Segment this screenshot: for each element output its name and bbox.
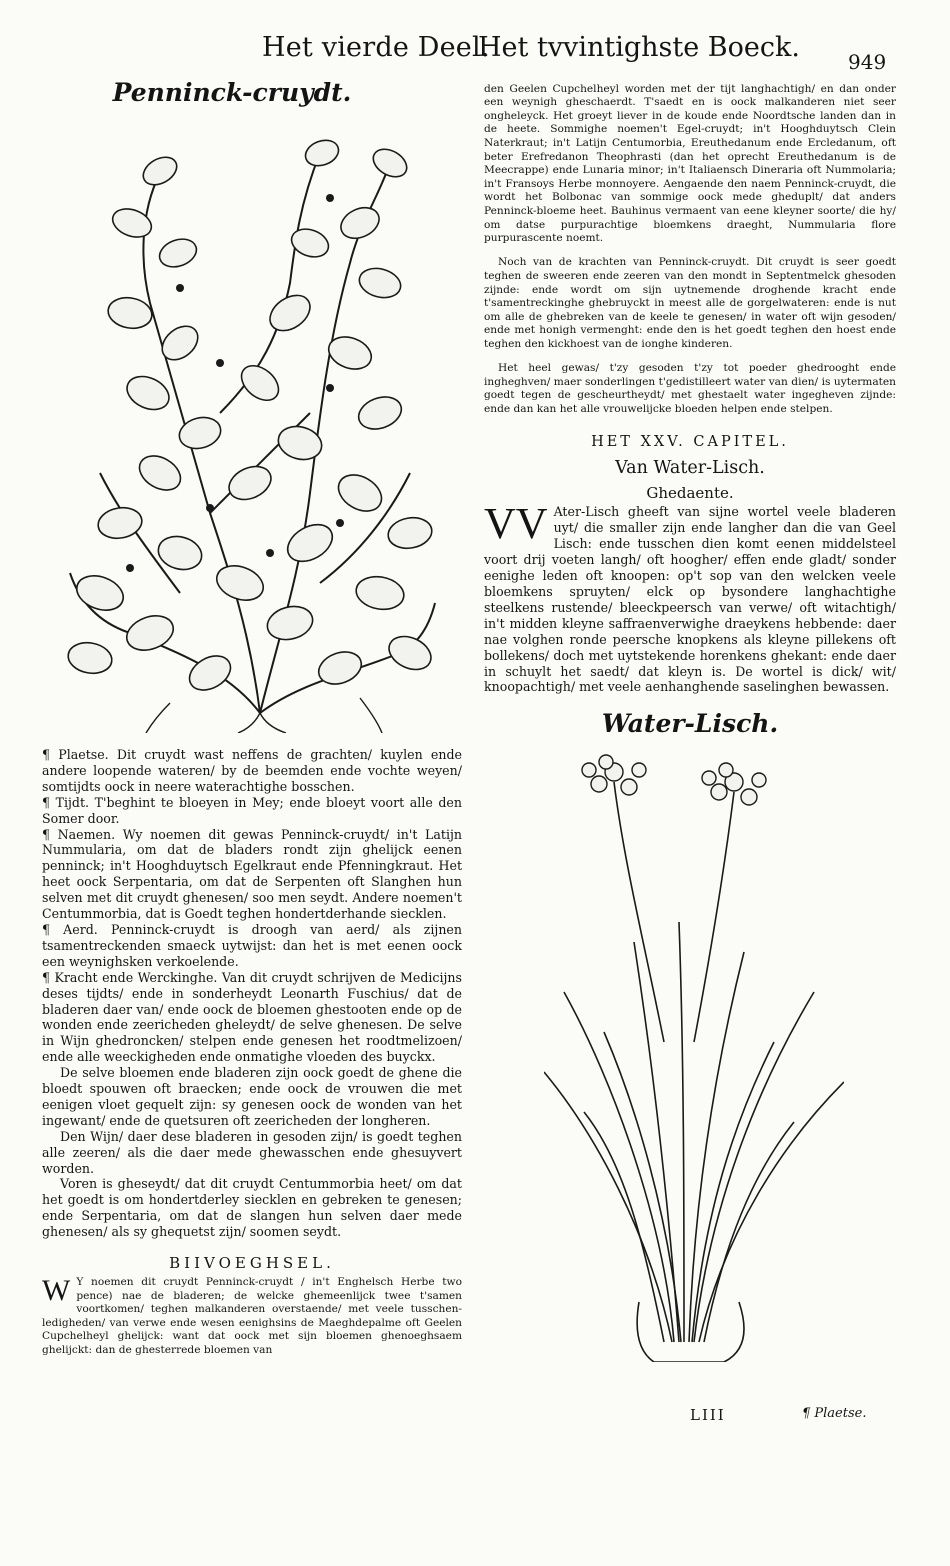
penninck-text xyxy=(42,747,462,1240)
bijvoeghsel-text-block xyxy=(42,1276,462,1358)
penninck-cruydt-illustration xyxy=(60,113,440,733)
left-column xyxy=(42,70,462,1358)
paragraph-wijn: Den Wijn/ daer dese bladeren in gesoden zijn/ is goedt teghen alle zeeren/ als die daer mede ghewasschen ende ghesuyvert worden. xyxy=(42,1128,462,1176)
chapter-title: Van Water-Lisch. xyxy=(615,458,765,479)
page-header xyxy=(0,22,950,72)
water-lisch-text-block xyxy=(484,499,896,695)
water-lisch-text: Ater-Lisch gheeft van sijne wortel veele bladeren uyt/ die smaller zijn ende langher dan die van Geel Lisch: ende tusschen dien komt eenen middelsteel voort drij voeten langh/ oft hoogher/ effen ende gladt/ sonder eenighe leden oft knoopen: op't sop van den welcken veele bloemkens spruyten/ elck op bysondere langhachtighe steelkens rustende/ bleeckpeersch van verwe/ oft witachtigh/ in't midden kleyne saffraenverwighe draeykens hebbende: daer nae volghen ronde peersche knopkens als kleyne pillekens oft bollekens/ doch met uytstekende horenkens ghekant: ende daer in schuylt het saedt/ dat kleyn is. De wortel is dick/ wit/ knoopachtigh/ met veele aenhanghende saselinghen bewassen. xyxy=(484,504,896,695)
paragraph-continued: den Geelen Cupchelheyl worden met der tijt langhachtigh/ en dan onder een weynigh gheschaerdt. T'saedt en is oock malkanderen niet seer ongheleyck. Het groeyt liever in de koude ende Noordtsche landen dan in de heete. Sommighe noemen't Egel-cruydt; in't Hooghduytsch Clein Naterkraut; in't Latijn Centumorbia, Ereuthedanum ende Ercledanum, oft beter Erefredanon Theophrasti (dan het oprecht Ereuthedanum is de Meecrappe) ende Lunaria minor; in't Italiaensch Dineraria oft Nummolaria; in't Fransoys Herbe monnoyere. Aengaende den naem Penninck-cruydt, die wordt het Bolbonac van sommige oock mede gheduplt/ dat anders Penninck-bloeme heet. Bauhinus vermaent van eene kleyner soorte/ die hy/ om datse purpurachtige bloemkens draeght, Nummularia flore purpurascente noemt. xyxy=(484,82,896,245)
book-title: Het tvvintighste Boeck. xyxy=(478,32,800,63)
section-title: Ghedaente. xyxy=(646,484,734,503)
catchword: ¶ Plaetse. xyxy=(802,1406,867,1421)
paragraph-plaetse: ¶ Plaetse. Dit cruydt wast neffens de grachten/ kuylen ende andere loopende wateren/ by de beemden ende vochte weyen/ somtijdts oock in neere waterachtighe bosschen. xyxy=(42,747,462,794)
paragraph-kracht: ¶ Kracht ende Werckinghe. Van dit cruydt schrijven de Medicijns deses tijdts/ ende in sonderheydt Leonarth Fuschius/ dat de bladeren daer van/ ende oock de bloemen ghestooten ende op de wonden ende zeericheden gheleydt/ de selve ghenesen. De selve in Wijn ghedroncken/ stelpen ende genesen het roodtmelizoen/ ende alle weeckigheden ende onmatighe vloeden des buyckx. xyxy=(42,969,462,1065)
chapter-heading: HET XXV. CAPITEL. xyxy=(591,434,789,451)
paragraph-aerd: ¶ Aerd. Penninck-cruydt is droogh van aerd/ als zijnen tsamentreckenden smaeck uytwijst: dan het is met eenen oock een weynighsken verkoelende. xyxy=(42,921,462,969)
signature-mark: LIII xyxy=(690,1406,726,1424)
continued-text xyxy=(484,83,896,417)
bijvoeghsel-heading: BIIVOEGHSEL. xyxy=(169,1254,335,1273)
right-column xyxy=(484,72,896,1362)
paragraph-krachten: Noch van de krachten van Penninck-cruydt. Dit cruydt is seer goedt teghen de sweeren ende zeeren van den mondt in Septentmelck ghesoden zijnde: ende wordt om sijn uytnemende droghende kracht ende t'samentreckinghe ghebruyckt in meest alle de gorgelwateren: ende is nut om alle de ghebreken van de keele te genesen/ in water oft wijn gesoden/ ende met honigh vermenght: ende den is het goedt teghen den hoest ende teghen den kickhoest van de ionghe kinderen. xyxy=(484,256,896,350)
figure-title-water-lisch: Water-Lisch. xyxy=(601,709,779,739)
paragraph-tijdt: ¶ Tijdt. T'beghint te bloeyen in Mey; ende bloeyt voort alle den Somer door. xyxy=(42,794,462,826)
part-title: Het vierde Deel. xyxy=(262,32,490,63)
bijvoeghsel-text: Y noemen dit cruydt Penninck-cruydt / in't Enghelsch Herbe two pence) nae de bladeren; de welcke ghemeenlijck twee t'samen voortkomen/ teghen malkanderen overstaende/ met veele tusschen-ledigheden/ van verwe ende wesen eenighsins de Maeghdepalme oft Geelen Cupchelheyl ghelijck: want dat oock met sijn bloemen ghenoeghsaem ghelijckt: dan de ghesterrede bloemen van xyxy=(42,1276,462,1357)
paragraph-naemen: ¶ Naemen. Wy noemen dit gewas Penninck-cruydt/ in't Latijn Nummularia, om dat de bladers rondt zijn ghelijck eenen penninck; in't Hooghduytsch Egelkraut ende Pfenningkraut. Het heet oock Serpentaria, om dat de Serpenten oft Slanghen hun selven met dit cruydt ghenesen/ soo men seydt. Andere noemen't Centummorbia, dat is Goedt teghen hondertderhande siecklen. xyxy=(42,826,462,922)
paragraph-voren: Voren is gheseydt/ dat dit cruydt Centummorbia heet/ om dat het goedt is om hondertderley siecklen en gebreken te genesen; ende Serpentaria, om dat de slangen hun selven daer mede ghenesen/ als sy ghequetst zijn/ soomen seydt. xyxy=(42,1176,462,1240)
figure-title-penninck: Penninck-cruydt. xyxy=(112,78,352,107)
chapter-dropcap: VV xyxy=(484,499,548,549)
water-lisch-illustration xyxy=(544,742,844,1362)
paragraph-bloemen: De selve bloemen ende bladeren zijn oock goedt de ghene die bloedt spouwen oft braecken; ende oock de vrouwen die met eenigen vloet gequelt zijn: sy genesen oock de wonden van het ingewant/ ende de quetsuren oft zeericheden der longheren. xyxy=(42,1065,462,1128)
paragraph-heel-gewas: Het heel gewas/ t'zy gesoden t'zy tot poeder ghedrooght ende ingheghven/ maer sonderlingen t'gedistilleert water van dien/ is uytermaten goedt tegen de gescheurtheydt/ met ghestaelt water ingegheven zijnde: ende dan kan het alle vrouwelijcke bloeden helpen ende stelpen. xyxy=(484,362,896,415)
page-number: 949 xyxy=(848,50,887,74)
bijvoeghsel-dropcap: W xyxy=(42,1274,71,1308)
